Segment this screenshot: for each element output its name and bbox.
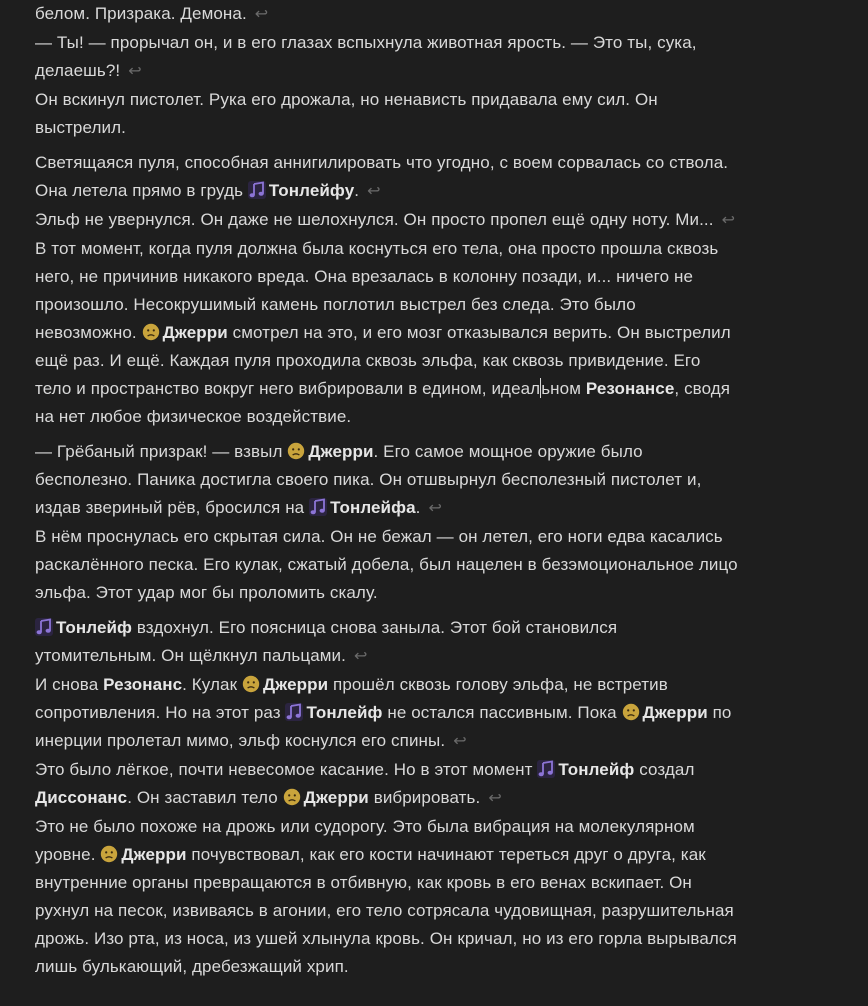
character-name-jerry: Джерри [308,442,374,461]
text-run: лишь булькающий, дребезжащий хрип. [35,957,349,976]
text-run: ьном [541,379,581,398]
text-run: , сводя [674,379,731,398]
text-run: . [354,181,360,200]
return-icon: ↩ [428,500,442,517]
text-run: издав звериный рёв, бросился на [35,498,305,517]
text-run: сопротивления. Но на этот раз [35,703,281,722]
text-line [35,206,844,235]
text-line [35,614,844,671]
text-run: белом. Призрака. Демона. [35,4,247,23]
music-note-icon [309,498,327,516]
paragraph-gap [35,431,844,438]
text-run: . [415,498,421,517]
text-run: уровне. [35,845,96,864]
character-name-jerry: Джерри [121,845,187,864]
character-name-jerry: Джерри [162,323,228,342]
character-name-tonleif: Тонлейф [56,618,133,637]
text-run: произошло. Несокрушимый камень поглотил выстрел без следа. Это было [35,295,636,314]
text-run: Он вскинул пистолет. Рука его дрожала, но ненависть придавала ему сил. Он [35,90,658,109]
worried-face-icon [100,845,118,863]
worried-face-icon [622,703,640,721]
term-resonance: Резонанс [103,675,183,694]
text-line [35,235,844,431]
music-note-icon [248,181,266,199]
text-line [35,523,844,607]
text-run: . Его самое мощное оружие было [373,442,643,461]
character-name-tonleif: Тонлейф [558,760,635,779]
text-line [35,29,844,86]
text-run: Она летела прямо в грудь [35,181,244,200]
paragraph-gap [35,142,844,149]
text-run: ещё раз. И ещё. Каждая пуля проходила сквозь эльфа, как сквозь привидение. Его [35,351,701,370]
text-run: бесполезно. Паника достигла своего пика. Он отшвырнул бесполезный пистолет и, [35,470,702,489]
text-run: В нём проснулась его скрытая сила. Он не бежал — он летел, его ноги едва касались [35,527,723,546]
text-run: — Грёбаный призрак! — взвыл [35,442,283,461]
text-line [35,813,844,981]
return-icon: ↩ [254,6,269,23]
character-name-jerry: Джерри [303,788,369,807]
text-line [35,671,844,756]
character-name-tonleif: Тонлейф [306,703,383,722]
worried-face-icon [242,675,260,693]
term-dissonance: Диссонанс [35,788,128,807]
text-run: дрожь. Изо рта, из носа, из ушей хлынула кровь. Он кричал, но из его горла вырывался [35,929,737,948]
character-name-jerry: Джерри [262,675,329,694]
text-run: прошёл сквозь голову эльфа, не встретив [333,675,668,694]
text-run: смотрел на это, и его мозг отказывался верить. Он выстрелил [232,323,731,342]
text-run: Эльф не увернулся. Он даже не шелохнулся. Он просто пропел ещё одну ноту. Ми... [35,210,714,229]
text-run: по [712,703,732,722]
text-run: вибрировать. [373,788,481,807]
character-name-tonleif: Тонлейфа [330,498,416,517]
return-icon: ↩ [721,212,736,229]
return-icon: ↩ [367,183,381,200]
music-note-icon [285,703,303,721]
text-run: Светящаяся пуля, способная аннигилировать что угодно, с воем сорвалась со ствола. [35,153,729,172]
paragraph-gap [35,607,844,614]
text-run: В тот момент, когда пуля должна была коснуться его тела, она просто прошла сквозь [35,239,719,258]
text-run: делаешь?! [35,61,121,80]
text-run: создал [639,760,695,779]
text-run: тело и пространство вокруг него вибрировали в едином, идеал [35,379,541,398]
text-run: вздохнул. Его поясница снова заныла. Этот бой становился [136,618,618,637]
text-run: — Ты! — прорычал он, и в его глазах вспыхнула животная ярость. — Это ты, сука, [35,33,697,52]
worried-face-icon [283,788,301,806]
text-run: эльфа. Этот удар мог бы проломить скалу. [35,583,378,602]
text-run: внутренние органы превращаются в отбивную, как кровь в его венах вскипает. Он [35,873,692,892]
text-run: раскалённого песка. Его кулак, сжатый добела, был нацелен в безэмоциональное лицо [35,555,738,574]
music-note-icon [537,760,555,778]
text-run: Это было лёгкое, почти невесомое касание. Но в этот момент [35,760,533,779]
text-run: выстрелил. [35,118,126,137]
return-icon: ↩ [453,733,467,750]
text-run: . Кулак [182,675,238,694]
text-line [35,756,844,813]
text-run: . Он заставил тело [127,788,278,807]
character-name-jerry: Джерри [642,703,708,722]
text-run: невозможно. [35,323,137,342]
text-run: И снова [35,675,99,694]
text-run: на нет любое физическое воздействие. [35,407,352,426]
text-run: Это не было похоже на дрожь или судорогу. Это была вибрация на молекулярном [35,817,695,836]
text-run: инерции пролетал мимо, эльф коснулся его спины. [35,731,446,750]
text-line [35,86,844,142]
worried-face-icon [287,442,305,460]
term-resonance: Резонансе [585,379,675,398]
text-line [35,0,844,29]
worried-face-icon [142,323,160,341]
text-line [35,438,844,523]
text-run: почувствовал, как его кости начинают тереться друг о друга, как [191,845,706,864]
text-run: него, не причинив никакого вреда. Она врезалась в колонну позади, и... ничего не [35,267,694,286]
text-run: не остался пассивным. Пока [387,703,617,722]
character-name-tonleif: Тонлейфу [268,181,355,200]
text-run: утомительным. Он щёлкнул пальцами. [35,646,346,665]
text-line [35,149,844,206]
return-icon: ↩ [128,63,142,80]
return-icon: ↩ [353,648,368,665]
text-run: рухнул на песок, извиваясь в агонии, его тело сотрясала чудовищная, разрушительная [35,901,734,920]
return-icon: ↩ [488,790,502,807]
music-note-icon [35,618,53,636]
